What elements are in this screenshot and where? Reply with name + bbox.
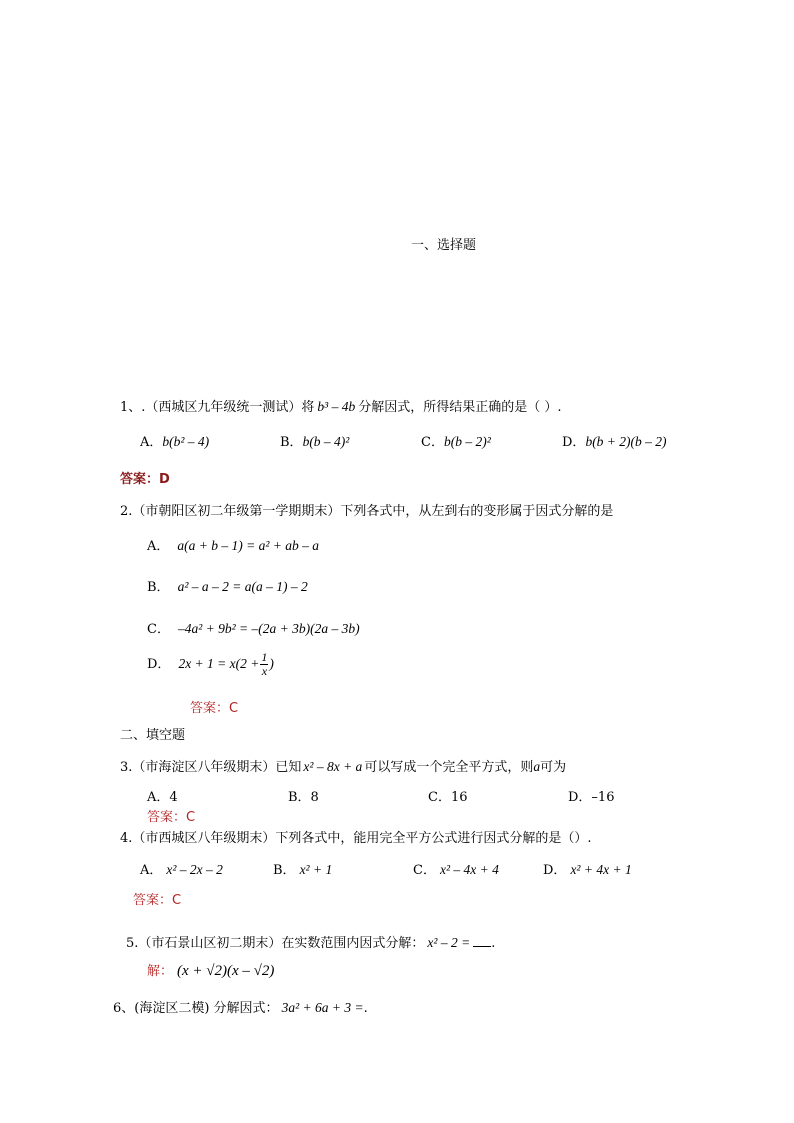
option-label: C． xyxy=(421,435,444,450)
question-3-variable: a xyxy=(533,759,541,774)
option-expression: x² + 4x + 1 xyxy=(570,862,632,877)
section-title-choice: 一、选择题 xyxy=(411,238,477,253)
fraction xyxy=(260,651,268,678)
question-3-answer: 答案：C xyxy=(147,810,196,825)
question-6-suffix: . xyxy=(363,1001,368,1016)
question-4-option-b xyxy=(273,859,332,878)
question-2-text: 2.（市朝阳区初二年级第一学期期末）下列各式中，从左到右的变形属于因式分解的是 xyxy=(120,504,614,519)
option-label: A． xyxy=(147,539,170,554)
option-expression: x² – 2x – 2 xyxy=(166,862,223,877)
question-6 xyxy=(113,997,368,1016)
question-3-option-b: B．8 xyxy=(288,790,319,805)
option-label: A． xyxy=(140,435,163,450)
question-6-prefix: 6、(海淀区二模) 分解因式： xyxy=(113,1001,279,1016)
option-expression: b(b² – 4) xyxy=(162,434,210,449)
question-1-suffix: 分解因式，所得结果正确的是（ ）. xyxy=(358,400,562,415)
question-1-answer: 答案：D xyxy=(120,472,170,487)
question-5-suffix: . xyxy=(491,936,496,951)
answer-expression: (x + √2)(x – √2) xyxy=(177,963,275,979)
option-expression: b(b + 2)(b – 2) xyxy=(585,434,667,449)
question-4-text: 4.（市西城区八年级期末）下列各式中，能用完全平方公式进行因式分解的是（）. xyxy=(120,831,592,846)
option-expression: b(b – 4)² xyxy=(302,434,350,449)
question-3-option-a: A．4 xyxy=(147,790,178,805)
option-label: D． xyxy=(147,657,171,672)
option-expression: a² – a – 2 = a(a – 1) – 2 xyxy=(177,579,308,594)
option-label: C． xyxy=(147,622,170,637)
question-4-answer: 答案：C xyxy=(133,893,182,908)
option-label: B． xyxy=(280,435,303,450)
question-2-option-a xyxy=(147,535,319,554)
question-3-prefix: 3.（市海淀区八年级期末）已知 xyxy=(120,760,302,775)
question-2-answer: 答案：C xyxy=(190,701,239,716)
fraction-numerator: 1 xyxy=(261,650,268,664)
option-label: B． xyxy=(273,863,296,878)
question-1-option-c xyxy=(421,431,491,450)
question-2-option-c xyxy=(147,618,360,637)
option-label: D． xyxy=(543,863,567,878)
question-3-option-d: D．–16 xyxy=(568,790,615,805)
question-1-option-a xyxy=(140,431,209,450)
option-expression: x² + 1 xyxy=(299,862,333,877)
option-label: D． xyxy=(562,435,586,450)
question-1-prefix: 1、.（西城区九年级统一测试）将 xyxy=(120,400,315,415)
question-5 xyxy=(126,932,495,951)
option-expression: a(a + b – 1) = a² + ab – a xyxy=(177,538,320,553)
question-4-option-d xyxy=(543,859,632,878)
question-4-option-c xyxy=(413,859,499,878)
question-3-option-c: C．16 xyxy=(428,790,468,805)
question-3-expression: x² – 8x + a xyxy=(303,759,363,774)
question-6-expression: 3a² + 6a + 3 = xyxy=(281,1000,364,1015)
question-5-prefix: 5.（市石景山区初二期末）在实数范围内因式分解： xyxy=(126,936,425,951)
question-5-expression: x² – 2 = xyxy=(427,935,471,950)
question-1 xyxy=(120,396,561,415)
question-2-option-d xyxy=(147,651,274,678)
question-2-option-b xyxy=(147,576,308,595)
question-1-option-d xyxy=(562,431,667,450)
option-expression: 2x + 1 = x(2 + xyxy=(178,656,260,671)
question-3 xyxy=(120,756,566,775)
closing-paren: ) xyxy=(269,656,274,671)
option-expression: x² – 4x + 4 xyxy=(439,862,499,877)
answer-label: 解： xyxy=(147,964,174,979)
option-label: C． xyxy=(413,863,436,878)
fraction-denominator: x xyxy=(261,664,268,678)
question-4-option-a xyxy=(140,859,223,878)
question-1-option-b xyxy=(280,431,349,450)
question-1-expression: b³ – 4b xyxy=(317,399,356,414)
question-3-suffix: 可为 xyxy=(540,760,567,775)
option-expression: b(b – 2)² xyxy=(443,434,491,449)
option-label: B． xyxy=(147,580,170,595)
question-5-answer xyxy=(147,960,274,980)
answer-blank xyxy=(473,936,491,947)
option-label: A． xyxy=(140,863,163,878)
question-3-middle: 可以写成一个完全平方式，则 xyxy=(364,760,534,775)
section-title-fill: 二、填空题 xyxy=(120,728,186,743)
option-expression: –4a² + 9b² = –(2a + 3b)(2a – 3b) xyxy=(177,621,360,636)
